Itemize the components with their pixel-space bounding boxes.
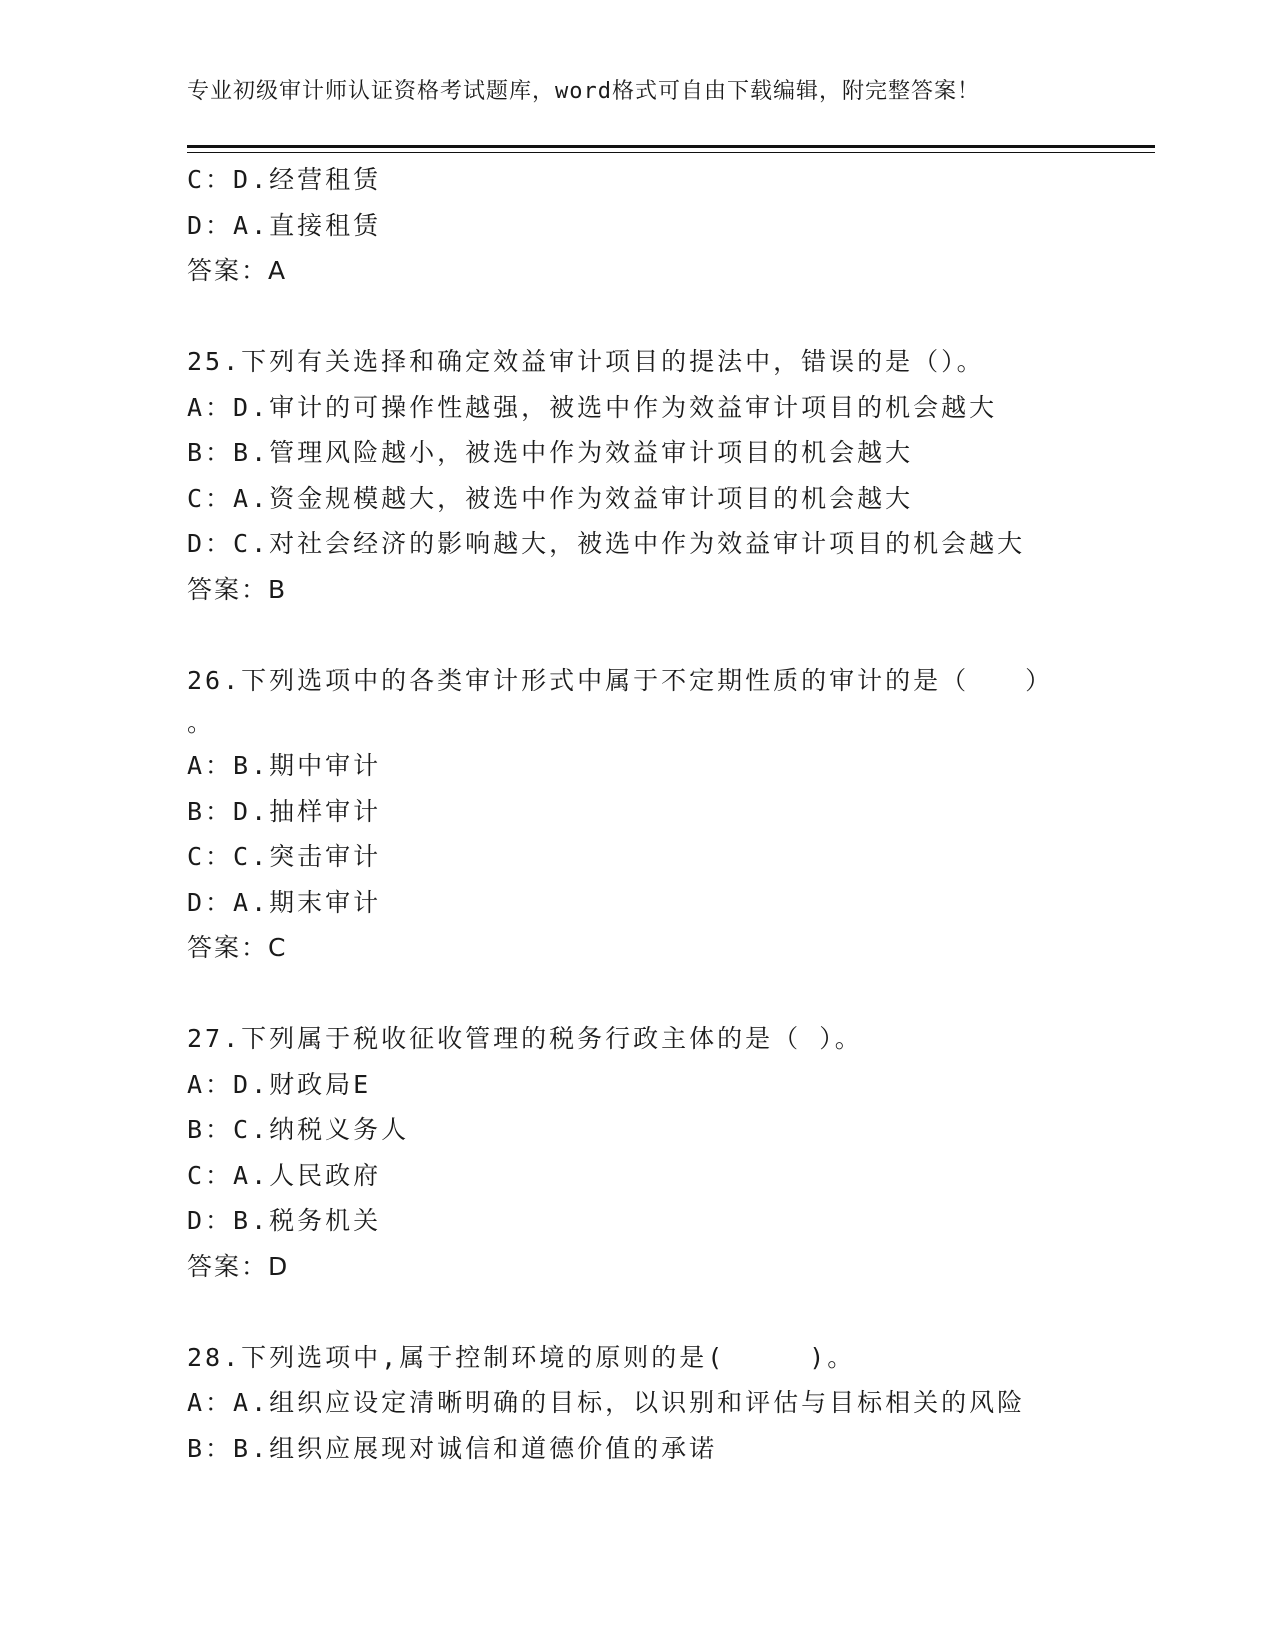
document-body	[187, 157, 1167, 1471]
option-line: A：D.财政局E	[187, 1069, 372, 1099]
option-line: D：A.直接租赁	[187, 210, 382, 240]
option-line: C：D.经营租赁	[187, 165, 382, 194]
option-line: B：B.管理风险越小，被选中作为效益审计项目的机会越大	[187, 438, 914, 467]
answer-line: 答案：D	[187, 1251, 290, 1281]
option-line: D：C.对社会经济的影响越大，被选中作为效益审计项目的机会越大	[187, 529, 1026, 558]
option-line: A：B.期中审计	[187, 751, 382, 780]
option-line: B：C.纳税义务人	[187, 1115, 410, 1144]
option-line: A：A.组织应设定清晰明确的目标，以识别和评估与目标相关的风险	[187, 1388, 1026, 1417]
option-line: C：A.人民政府	[187, 1160, 382, 1190]
question-text: 27.下列属于税收征收管理的税务行政主体的是（ ）。	[187, 1024, 863, 1053]
spacer	[187, 1289, 1167, 1335]
option-line: C：A.资金规模越大，被选中作为效益审计项目的机会越大	[187, 483, 914, 513]
header-rule-thin	[187, 152, 1155, 153]
spacer	[187, 612, 1167, 658]
answer-line: 答案：B	[187, 574, 288, 604]
spacer	[187, 971, 1167, 1017]
option-line: A：D.审计的可操作性越强，被选中作为效益审计项目的机会越大	[187, 392, 998, 422]
page-header: 专业初级审计师认证资格考试题库，word格式可自由下载编辑，附完整答案！	[187, 79, 980, 104]
option-line: D：A.期末审计	[187, 887, 382, 917]
question-text-continuation: 。	[187, 708, 216, 737]
answer-line: 答案：A	[187, 256, 288, 285]
option-line: B：D.抽样审计	[187, 796, 382, 826]
question-text: 26.下列选项中的各类审计形式中属于不定期性质的审计的是（ ）	[187, 665, 1054, 695]
option-line: B：B.组织应展现对诚信和道德价值的承诺	[187, 1433, 718, 1463]
answer-line: 答案：C	[187, 933, 288, 962]
question-text: 25.下列有关选择和确定效益审计项目的提法中，错误的是（）。	[187, 347, 985, 376]
spacer	[187, 294, 1167, 340]
option-line: D：B.税务机关	[187, 1206, 382, 1235]
header-rule-thick	[187, 145, 1155, 148]
option-line: C：C.突击审计	[187, 842, 382, 871]
question-text: 28.下列选项中,属于控制环境的原则的是( )。	[187, 1342, 856, 1372]
